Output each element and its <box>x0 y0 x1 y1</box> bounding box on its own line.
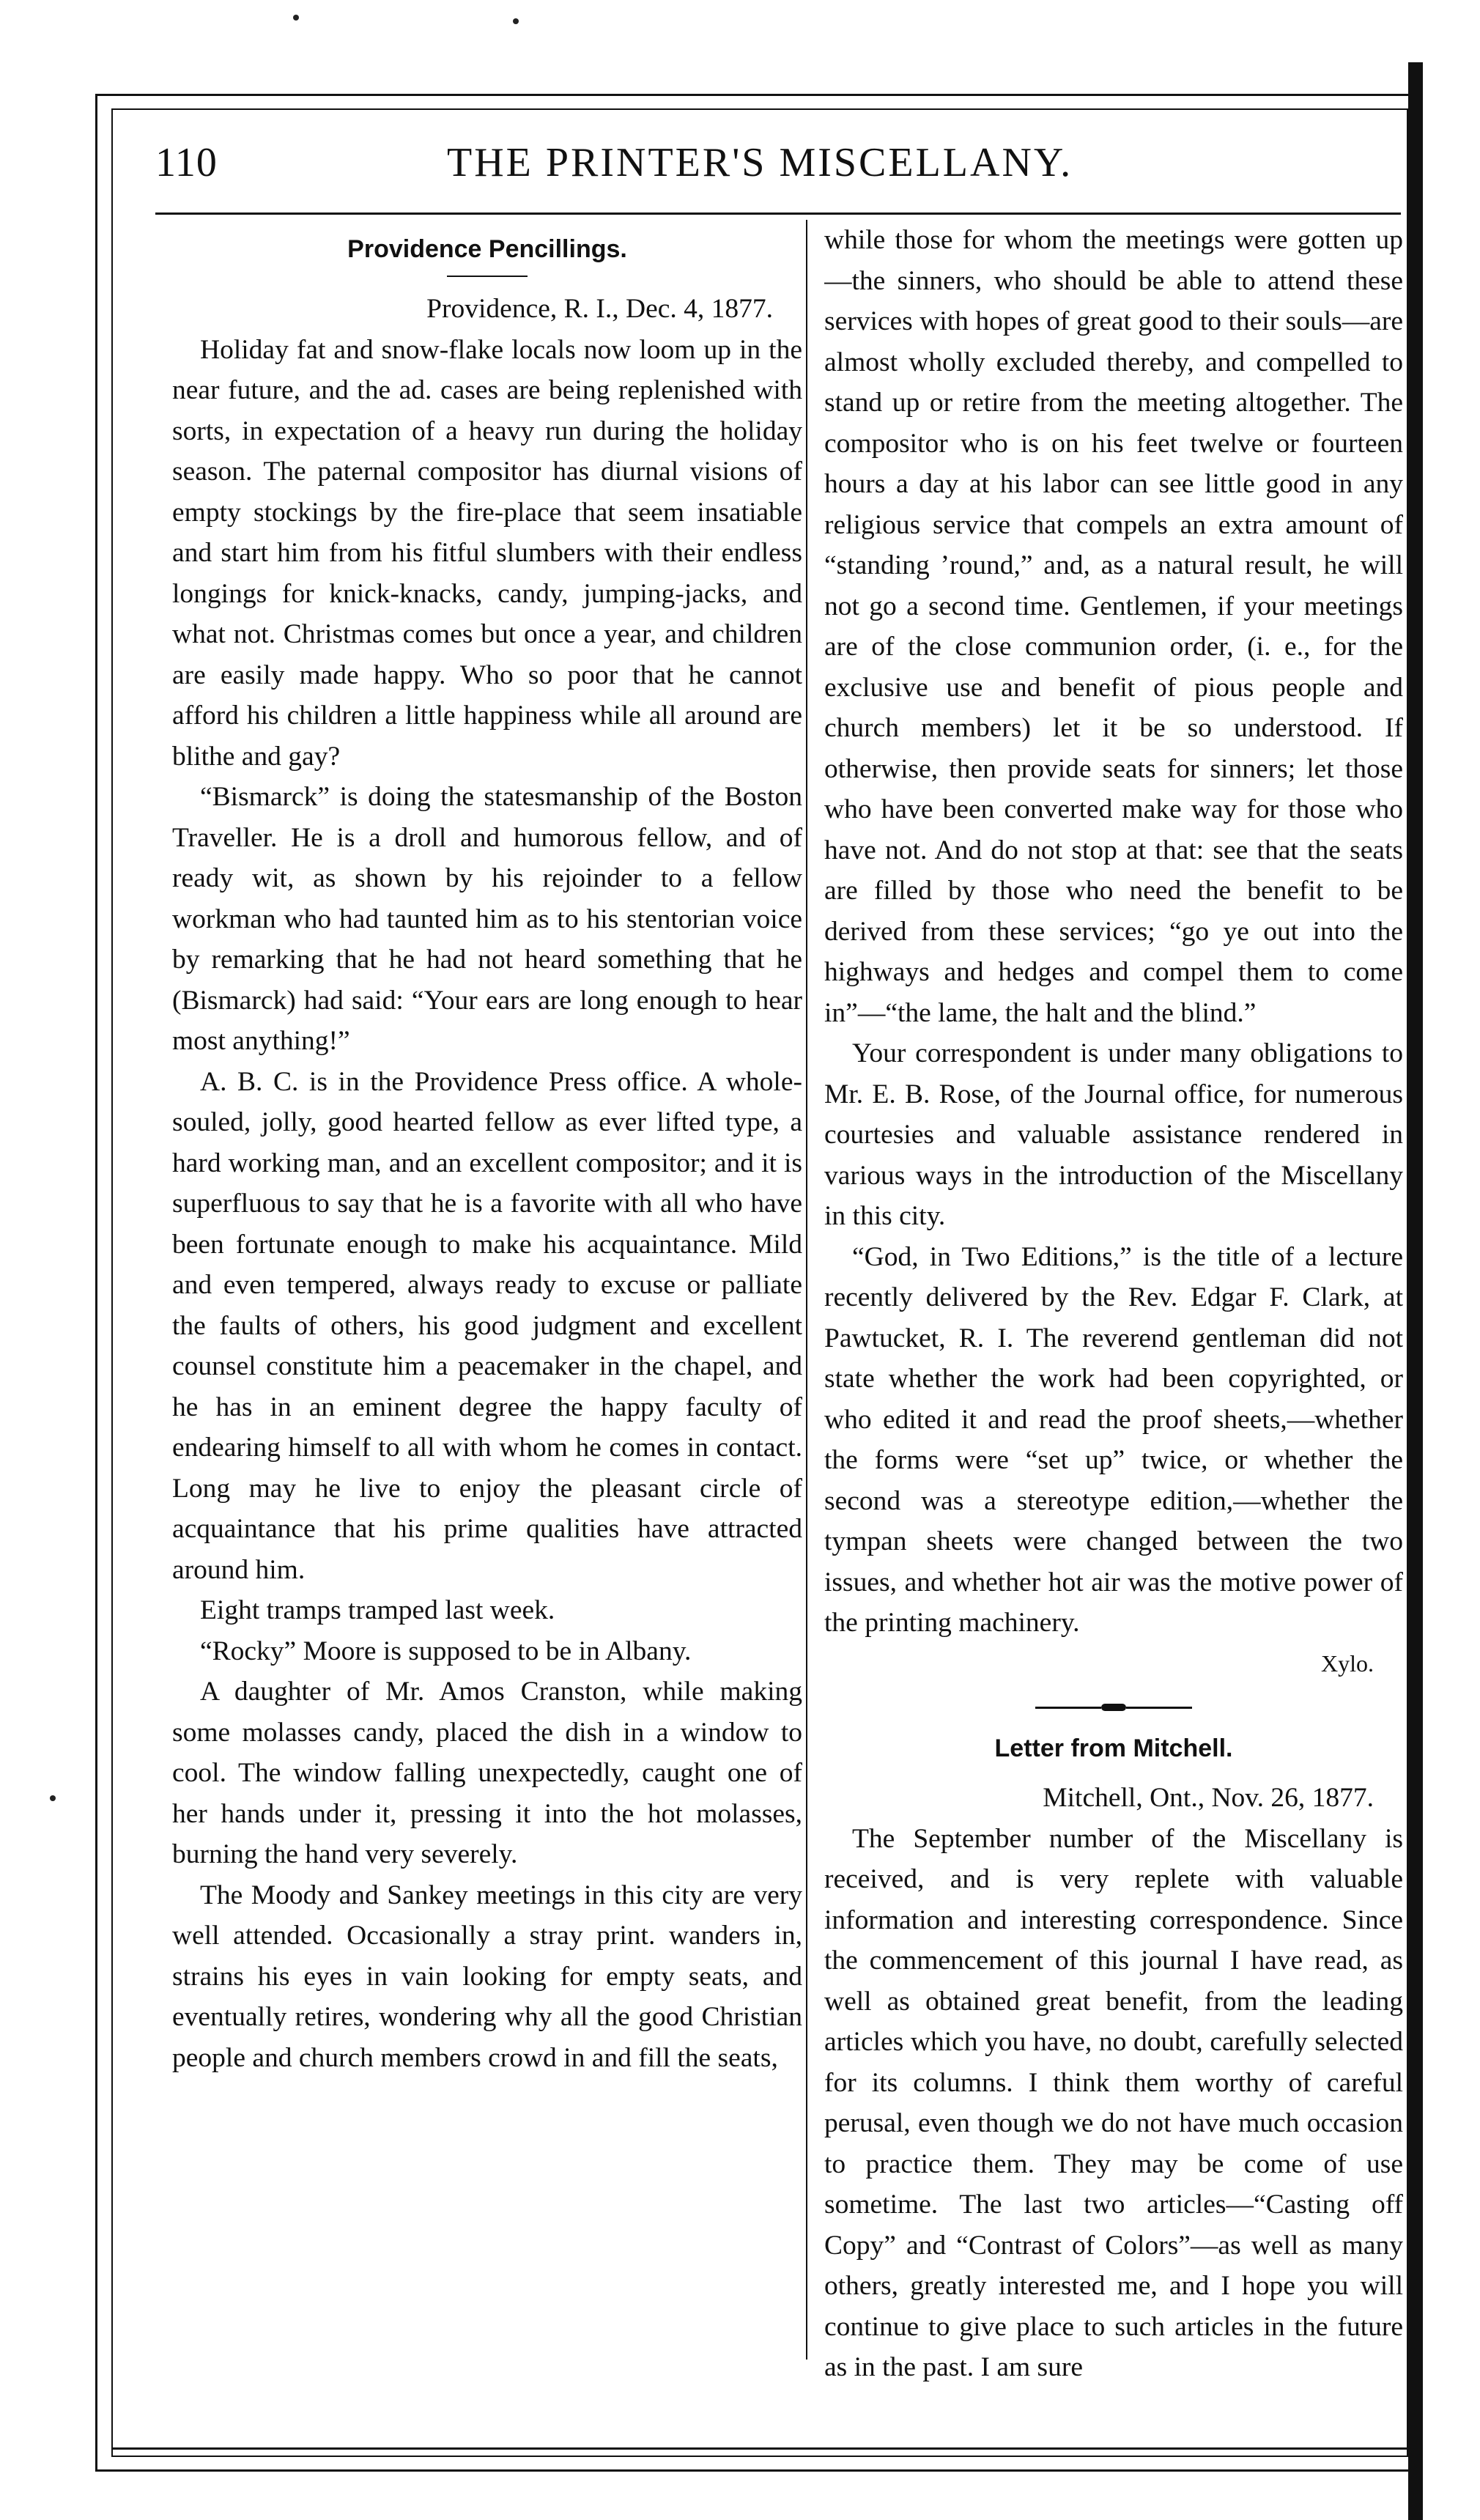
right-column <box>824 220 1403 2388</box>
column-divider <box>806 220 807 2360</box>
paragraph: A. B. C. is in the Providence Press office. A whole-souled, jolly, good hearted fellow as ever lifted type, a hard working man, and an excellent compositor; and it is superfluous to say that he is a favorite with all who have been fortunate enough to make his acquaintance. Mild and even tempered, always ready to excuse or palliate the faults of others, his good judgment and excellent counsel constitute him a peacemaker in the chapel, and he has in an eminent degree the happy faculty of endearing himself to all with whom he comes in contact. Long may he live to enjoy the pleasant circle of acquaintance that his prime qualities have attracted around him. <box>172 1066 802 1585</box>
page-title: THE PRINTER'S MISCELLANY. <box>447 140 1073 185</box>
paragraph: “Rocky” Moore is supposed to be in Albany. <box>200 1636 692 1666</box>
paragraph: Eight tramps tramped last week. <box>200 1595 555 1625</box>
scan-edge-shadow <box>1408 62 1423 2520</box>
page-number: 110 <box>155 140 218 185</box>
scan-speck <box>513 18 519 24</box>
paragraph: “God, in Two Editions,” is the title of a lecture recently delivered by the Rev. Edgar F. Clark, at Pawtucket, R. I. The reverend gentleman did not state whether the work had been copyrighted, or who edited it and read the proof sheets,—whether the forms were “set up” twice, or whether the second was a stereotype edition,—whether the tympan sheets were changed between the two issues, and whether hot air was the motive power of the printing machinery. <box>824 1241 1403 1638</box>
paragraph: while those for whom the meetings were gotten up—the sinners, who should be able to attend these services with hopes of great good to their souls—are almost wholly excluded thereby, and compelled to stand up or retire from the meeting altogether. The compositor who is on his feet twelve or fourteen hours a day at his labor can see little good in any religious service that compels an extra amount of “standing ’round,” and, as a natural result, he will not go a second time. Gentlemen, if your meetings are of the close communion order, (i. e., for the exclusive use and benefit of pious people and church members) let it be so understood. If otherwise, then provide seats for sinners; let those who have been converted make way for those who have not. And do not stop at that: see that the seats are filled by those who need the benefit to be derived from these services; “go ye out into the highways and hedges and compel them to come in”—“the lame, the halt and the blind.” <box>824 225 1403 1028</box>
paragraph: Holiday fat and snow-flake locals now loom up in the near future, and the ad. cases are being replenished with sorts, in expectation of a heavy run during the holiday season. The paternal compositor has diurnal visions of empty stockings by the fire-place that seem insatiable and start him from his fitful slumbers with their endless longings for knick-knacks, candy, jumping-jacks, and what not. Christmas comes but once a year, and children are easily made happy. Who so poor that he cannot afford his children a little happiness while all around are blithe and gay? <box>172 334 802 772</box>
article-heading: Providence Pencillings. <box>347 235 627 263</box>
section-ornament <box>824 1693 1403 1719</box>
page-header <box>147 138 1363 196</box>
scan-speck <box>293 15 299 21</box>
paragraph: The Moody and Sankey meetings in this city are very well attended. Occasionally a stray print. wanders in, strains his eyes in vain looking for empty seats, and eventually retires, wondering why all the good Christian people and church members crowd in and fill the seats, <box>172 1880 802 2073</box>
article-dateline: Providence, R. I., Dec. 4, 1877. <box>426 294 773 324</box>
article-dateline: Mitchell, Ont., Nov. 26, 1877. <box>1043 1783 1374 1813</box>
scan-speck <box>50 1795 56 1801</box>
article-heading: Letter from Mitchell. <box>994 1734 1233 1762</box>
author-signature: Xylo. <box>1321 1649 1374 1677</box>
paragraph: “Bismarck” is doing the statesmanship of the Boston Traveller. He is a droll and humorous fellow, and of ready wit, as shown by his rejoinder to a fellow workman who had taunted him as to his stentorian voice by remarking that he had not heard something that he (Bismarck) had said: “Your ears are long enough to hear most anything!” <box>172 782 802 1056</box>
bottom-rule <box>111 2447 1408 2450</box>
paragraph: The September number of the Miscellany is received, and is very replete with valuable information and interesting correspondence. Since the commencement of this journal I have read, as well as obtained great benefit, from the leading articles which you have, no doubt, carefully selected for its columns. I think them worthy of careful perusal, even though we do not have much occasion to practice them. They may be come of use sometime. The last two articles—“Casting off Copy” and “Contrast of Colors”—as well as many others, greatly interested me, and I hope you will continue to give place to such articles in the future as in the past. I am sure <box>824 1823 1403 2382</box>
heading-rule <box>447 276 528 277</box>
left-column <box>172 220 802 2078</box>
paragraph: Your correspondent is under many obligations to Mr. E. B. Rose, of the Journal office, for numerous courtesies and valuable assistance rendered in various ways in the introduction of the Miscellany in this city. <box>824 1038 1403 1231</box>
paragraph: A daughter of Mr. Amos Cranston, while making some molasses candy, placed the dish in a window to cool. The window falling unexpectedly, caught one of her hands under it, pressing it into the hot molasses, burning the hand very severely. <box>172 1677 802 1869</box>
header-rule <box>155 213 1401 215</box>
